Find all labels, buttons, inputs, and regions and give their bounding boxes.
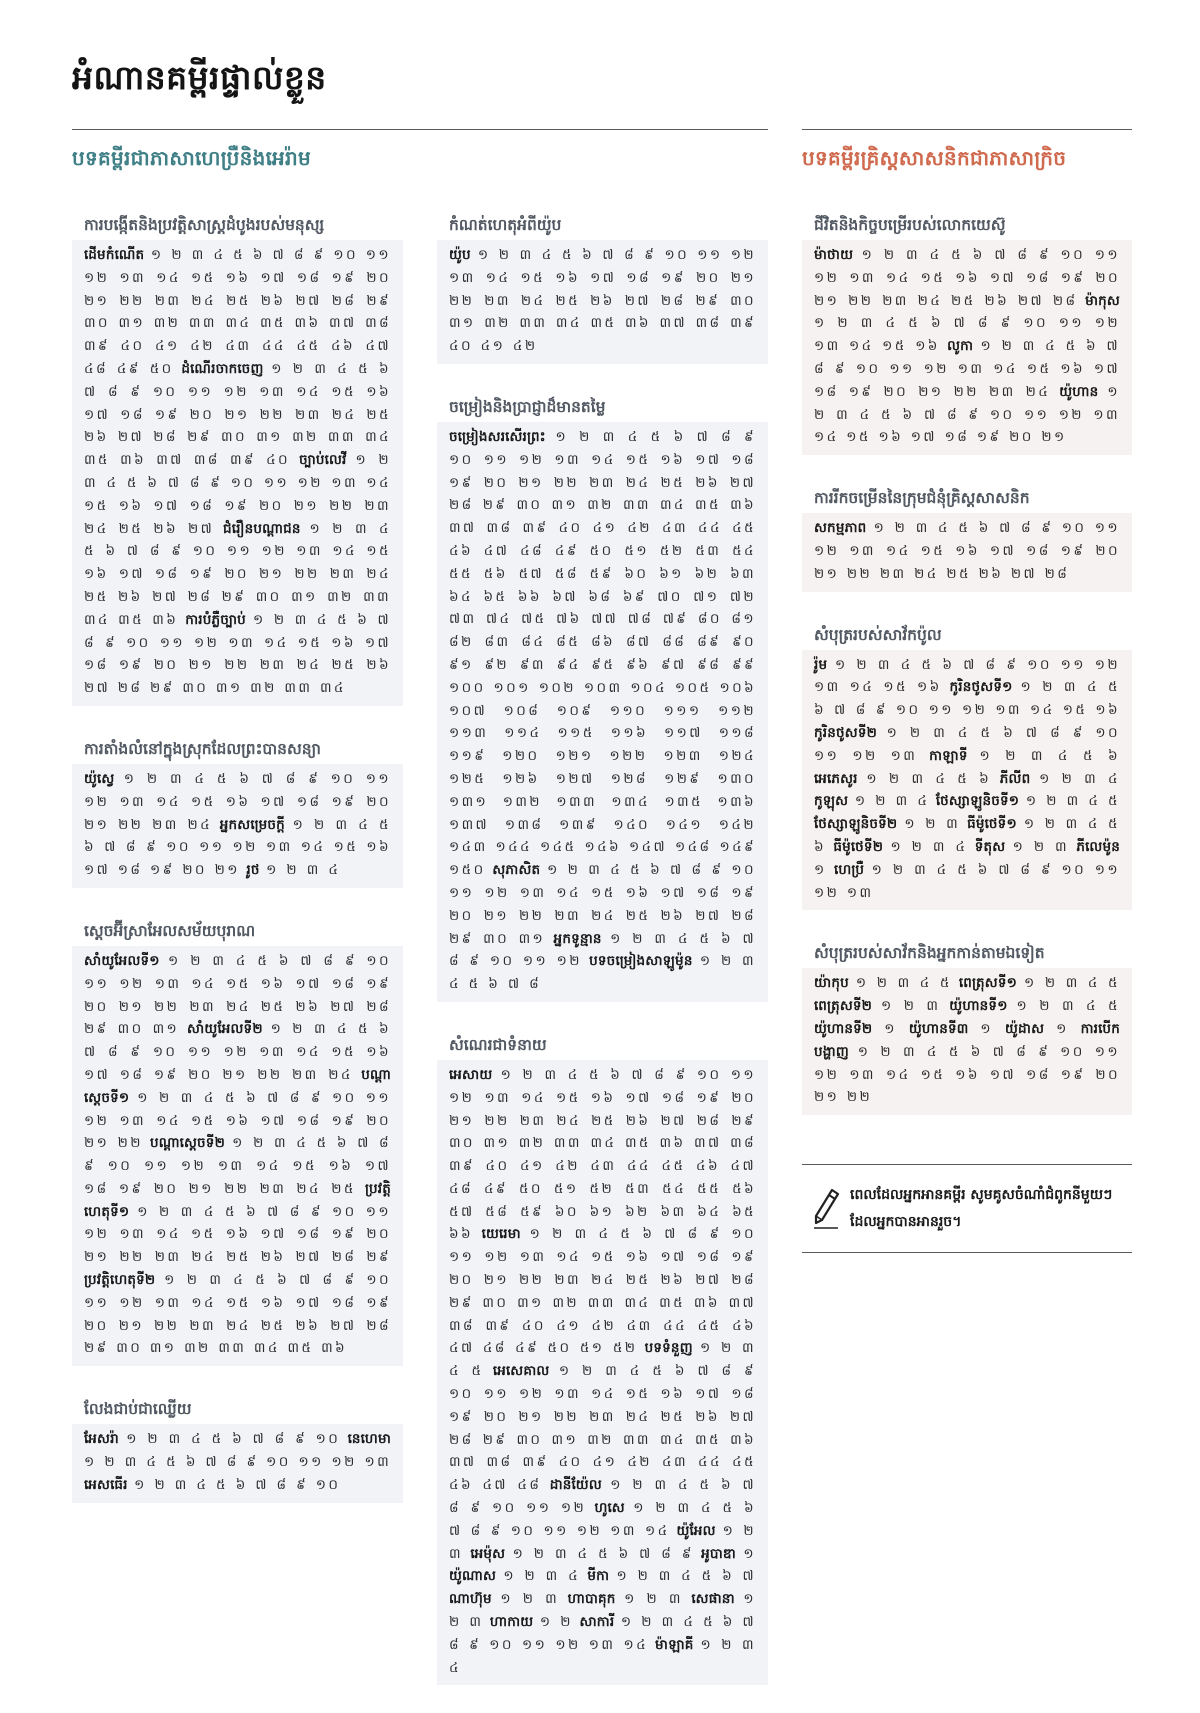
section-other-letters (802, 938, 1132, 1115)
chapter-numbers: ១ ២ ៣ ៤ ៥ ៦ ៧ ៨ ៩ ១០ ១១ ១២ ១៣ ១៤ ១៥ ១៦ ១៧ ១៨ ១៩ ២០ ២១ ២២ ២៣ ២៤ ២៥ ២៦ ២៧ ២៨ ២៩ ៣០ ៣១ (449, 862, 756, 947)
chapter-numbers: ១ ២ ៣ (904, 816, 961, 833)
chapter-numbers: ១ ២ ៣ (624, 1591, 683, 1608)
book-name: យ៉ូហានទី២ (814, 1020, 873, 1037)
book-name: រ៉ូម (814, 656, 828, 673)
book-name: កូរិនថូសទី១ (949, 679, 1013, 696)
chapter-list (802, 968, 1132, 1115)
chapter-numbers: ១ ២ ៣ ៤ ៥ ៦ ៧ ៨ ៩ ១០ ១១ ១២ ១៣ ១៤ ១៥ ១៦ ១៧ ១៨ ១៩ ២០ ២១ ២២ ២៣ ២៤ ២៥ (84, 1135, 391, 1197)
book-name: បណ្ដាស្ដេចទី១ (84, 1066, 391, 1106)
book-name: យ៉ូប (449, 247, 471, 263)
book-name: សេផានា (691, 1591, 735, 1608)
book-name: យ៉ូស្វេ (84, 770, 115, 787)
book-name: ការបំភ្លឺច្បាប់ (185, 611, 246, 628)
book-name: ហាកាយ (489, 1614, 534, 1631)
section-promised-land (72, 734, 403, 888)
book-name: អ្នកសម្រេចក្ដី (219, 816, 285, 833)
chapter-numbers: ១ ២ ៣ ៤ ៥ ៦ ៧ (616, 1568, 757, 1585)
chapter-numbers: ១ ២ ៣ ៤ ៥ (1025, 793, 1121, 810)
book-name: ជំរឿនបណ្ដាជន (223, 520, 301, 537)
book-name: ម៉ាកុស (1085, 292, 1120, 309)
section-paul (802, 620, 1132, 911)
chapter-numbers: ១ ២ ៣ ៤ ៥ ៦ ៧ ៨ ៩ ១០ ១១ ១២ ១៣ ១៤ ១៥ ១៦ ១៧ ១៨ ១៩ ២០ ២១ (814, 383, 1120, 446)
book-name: ពេត្រុសទី១ (958, 975, 1018, 992)
chapter-numbers: ១ ២ ៣ ៤ ៥ ៦ ៧ ៨ ៩ ១០ ១១ ១២ ១៣ (84, 1454, 391, 1471)
section-title: ការរីកចម្រើននៃក្រុមជំនុំគ្រិស្តសាសនិក (814, 489, 1030, 508)
chapter-numbers: ១ ២ ៣ (1012, 838, 1069, 855)
book-name: អេម៉ុស (470, 1545, 506, 1562)
section-title: សំណេរជាទំនាយ (449, 1035, 547, 1054)
chapter-list (802, 513, 1132, 591)
book-name: យ៉ូដាស (1004, 1020, 1045, 1037)
book-name: លូកា (947, 338, 974, 355)
chapter-numbers: ១ ២ ៣ ៤ ៥ ៦ ៧ ៨ ៩ ១០ ១១ ១២ ១៣ ១៤ ១៥ ១៦ ១៧ ១៨ ១៩ ២០ ២១ ២២ ២៣ ២៤ ២៥ ២៦ ២៧ ២៨ ២៩ ៣០ ៣១ ៣២ ៣៣ ៣៤ ៣៥ ៣៦ ៣៧ ៣៨ ៣៩ ៤០ ៤១ ៤២ ៤៣ ៤៤ ៤៥ ៤៦ ៤៧ ៤៨ (449, 1363, 757, 1494)
chapter-numbers: ១ ២ ៣ ៤ (854, 793, 930, 810)
chapter-numbers: ១ ២ ៣ (881, 998, 941, 1015)
book-name: កូរិនថូសទី២ (814, 724, 878, 741)
book-name: រូថ (246, 862, 260, 879)
chapter-numbers: ១ ២ ៣ ៤ (1039, 770, 1121, 787)
chapter-numbers: ១ ២ ៣ ៤ ៥ ៦ (979, 747, 1120, 764)
chapter-numbers: ១ (884, 1020, 897, 1037)
book-name: មីកា (587, 1568, 610, 1585)
hebrew-part-title: បទគម្ពីរជាភាសាហេប្រឺនិងអេរ៉ាម (72, 146, 311, 170)
chapter-list (802, 650, 1132, 911)
book-name: ដើមកំណើត (84, 247, 145, 263)
book-name: យ៉ូណាស (449, 1568, 497, 1585)
book-name: យ៉ាកុប (814, 975, 849, 992)
book-name: ណាហ៊ុម (449, 1591, 492, 1608)
chapter-list (72, 1424, 403, 1502)
chapter-numbers: ១ ២ ៣ ៤ ៥ ៦ ៧ ៨ ៩ ១០ ១១ ១២ ១៣ ១៤ ១៥ ១៦ ១៧ ១៨ ១៩ ២០ ២១ ២២ ២៣ ២៤ ២៥ ២៦ ២៧ ២៨ ២៩ ៣០ ៣១ ៣២ ៣៣ ៣៤ (84, 611, 391, 697)
chapter-numbers: ១ ២ ៣ ៤ ៥ ៦ ៧ ៨ ៩ ១០ ១១ ១២ ១៣ ១៤ ១៥ ១៦ ១៧ ១៨ ១៩ ២០ ២១ ២២ ២៣ ២៤ ២៥ ២៦ ២៧ ២៨ ២៩ ៣០ ៣១ ៣២ ៣៣ ៣៤ ៣៥ ៣៦ ៣៧ ៣៨ ៣៩ ៤០ ៤១ ៤២ ៤៣ ៤៤ ៤៥ ៤៦ ៤៧ ៤៨ ៤៩ ៥០ ៥១ ៥២ (449, 1226, 756, 1357)
section-job (437, 210, 768, 364)
book-name: ច្បាប់លេវី (299, 452, 347, 469)
section-exile (72, 1394, 403, 1502)
book-name: អ្នកទូន្មាន (553, 930, 602, 947)
chapter-numbers: ១ ២ ៣ ៤ (449, 1636, 756, 1676)
book-name: បទចម្រៀងសាឡូម៉ូន (589, 953, 693, 970)
section-jesus (802, 210, 1132, 455)
book-name: ទីតុស (974, 838, 1006, 855)
chapter-numbers: ១ (743, 1545, 756, 1562)
book-name: អែសរ៉ា (84, 1431, 119, 1448)
section-title: សំបុត្ររបស់សាវ័កនិងអ្នកកាន់តាមឯទៀត (814, 944, 1045, 963)
book-name: ដានីយ៉ែល (549, 1477, 602, 1494)
chapter-numbers: ១ ២ (539, 1614, 573, 1631)
chapter-numbers: ១ ២ ៣ ៤ ៥ (449, 1340, 756, 1380)
book-name: ប្រវត្តិហេតុទី១ (84, 1180, 391, 1220)
chapter-numbers: ១ ២ ៣ ៤ ៥ ៦ ៧ ៨ ៩ ១០ ១១ ១២ ១៣ ១៤ ១៥ ១៦ ១៧ ១៨ ១៩ ២០ ២១ ២២ ២៣ ២៤ ២៥ ២៦ ២៧ ២៨ (814, 247, 1120, 309)
chapter-numbers: ១ ២ ៣ ៤ ៥ ៦ ៧ ៨ ៩ ១០ ១១ ១២ ១៣ ១៤ ១៥ ១៦ ១៧ ១៨ ១៩ ២០ ២១ ២២ ២៣ ២៤ ២៥ ២៦ ២៧ ២៨ ២៩ (84, 1203, 391, 1266)
chapter-numbers: ១ (980, 1020, 994, 1037)
chapter-numbers: ១ ២ ៣ ៤ ៥ ៦ ៧ ៨ ៩ ១០ ១១ ១២ ១៣ ១៤ ១៥ ១៦ ១៧ ១៨ ១៩ ២០ ២១ ២២ ២៣ ២៤ (814, 338, 1120, 400)
book-name: ដំណើរចាកចេញ (181, 360, 264, 377)
section-title: លែងជាប់ជាឈ្លើយ (84, 1400, 192, 1419)
book-name: កាឡាទី (929, 747, 968, 764)
section-title: ស្ដេចអ៊ីស្រាអែលសម័យបុរាណ (84, 921, 256, 940)
reading-note (802, 1164, 1132, 1253)
book-name: ម៉ាឡាគី (655, 1636, 694, 1653)
chapter-numbers: ១ ២ ៣ ៤ (266, 862, 341, 879)
book-name: អេសាយ (449, 1066, 493, 1083)
book-name: ពេត្រុសទី២ (814, 998, 873, 1015)
chapter-numbers: ១ ២ ៣ ៤ ៥ ៦ ៧ ៨ ៩ ១០ ១១ ១២ ១៣ ១៤ ១៥ ១៦ ១៧ ១៨ ១៩ ២០ ២១ ២២ ២៣ ២៤ ២៥ ២៦ ២៧ ២៨ ២៩ ៣០ ៣១ ៣២ ៣៣ ៣៤ ៣៥ ៣៦ (84, 520, 391, 628)
book-name: ហាបាគុក (567, 1591, 616, 1608)
chapter-numbers: ១ ២ ៣ ៤ ៥ (1024, 975, 1121, 992)
book-name: ធីម៉ូថេទី១ (967, 816, 1017, 833)
chapter-numbers: ១ ២ ៣ ៤ (890, 838, 968, 855)
book-name: ភីលីព (999, 770, 1031, 787)
section-congregation (802, 483, 1132, 591)
book-name: ចម្រៀងសរសើរព្រះ (449, 428, 546, 445)
chapter-numbers: ១ ២ ៣ ៤ ៥ (855, 975, 952, 992)
book-name: អូបាឌា (701, 1545, 736, 1562)
book-name: សកម្មភាព (814, 520, 867, 537)
column-2 (437, 210, 768, 1713)
chapter-numbers: ១ ២ ៣ ៤ ៥ ៦ (866, 770, 992, 787)
section-title: ការបង្កើតនិងប្រវត្តិសាស្ត្រដំបូងរបស់មនុស្ស (84, 216, 325, 234)
hebrew-divider (72, 129, 768, 130)
chapter-list (437, 240, 768, 364)
page-title: អំណានគម្ពីរផ្ទាល់ខ្លួន (72, 58, 327, 97)
section-title: ជីវិតនិងកិច្ចបម្រើរបស់លោកយេស៊ូ (814, 216, 1006, 234)
book-name: បទទំនួញ (644, 1340, 693, 1357)
section-creation (72, 210, 403, 706)
book-name: សាំយូអែលទី២ (187, 1021, 263, 1038)
chapter-numbers: ១ ២ ៣ ៤ ៥ ៦ ៧ ៨ ៩ ១០ ១១ ១២ ១៣ ១៤ (449, 1500, 756, 1539)
chapter-numbers: ១ ២ ៣ ៤ ៥ ៦ ៧ ៨ ៩ ១០ ១១ ១២ ១៣ (814, 861, 1120, 901)
greek-divider (802, 129, 1132, 130)
book-name: អេភេសូរ (814, 770, 858, 787)
chapter-numbers: ១ ២ ៣ ៤ ៥ ៦ ៧ ៨ ៩ ១០ ១១ ១២ ១៣ ១៤ ១៥ ១៦ ១៧ ១៨ ១៩ ២០ ២១ ២២ ២៣ ២៤ ២៥ ២៦ ២៧ ២៨ (814, 520, 1120, 582)
book-name: ហេប្រឺ (834, 861, 865, 878)
chapter-numbers: ១ ២ ៣ ៤ ៥ ៦ ៧ ៨ ៩ ១០ ១១ ១២ (449, 930, 756, 970)
chapter-numbers: ១ ២ ៣ ៤ ៥ ៦ ៧ ៨ ៩ (512, 1545, 694, 1562)
chapter-numbers: ១ ២ ៣ ៤ ៥ ៦ ៧ ៨ ៩ ១០ ១១ ១២ ១៣ ១៤ ១៥ ១៦ ១៧ ១៨ ១៩ ២០ ២១ ២២ ២៣ ២៤ ២៥ ២៦ ២៧ ២៨ ២៩ ៣០ ៣១ ៣២ ៣៣ ៣៤ ៣៥ ៣៦ (84, 1272, 392, 1357)
book-name: ការបើកបង្ហាញ (814, 1020, 1120, 1060)
book-name: បណ្ដាស្ដេចទី២ (149, 1135, 225, 1152)
section-title: កំណត់ហេតុអំពីយ៉ូប (449, 216, 562, 234)
book-name: កូឡុស (814, 793, 849, 810)
chapter-numbers: ១ ២ ៣ ៤ ៥ ៦ ៧ ៨ ៩ ១០ ១១ ១២ ១៣ ១៤ ១៥ ១៦ ១៧ ១៨ ១៩ ២០ ២១ ២២ ២៣ ២៤ ២៥ ២៦ ២៧ ២៨ ២៩ ៣០ ៣១ (84, 952, 391, 1038)
book-name: អេសេគាល (492, 1363, 550, 1380)
chapter-numbers: ១ ២ ៣ ៤ ៥ ៦ ៧ ៨ ៩ ១០ ១១ ១២ ១៣ ១៤ ១៥ ១៦ ១៧ ១៨ ១៩ ២០ ២១ ២២ ២៣ ២៤ ២៥ ២៦ ២៧ ២៨ ២៩ ៣០ ៣១ ៣២ ៣៣ ៣៤ ៣៥ ៣៦ ៣៧ ៣៨ ៣៩ ៤០ ៤១ ៤២ ៤៣ ៤៤ ៤៥ ៤៦ ៤៧ ៤៨ ៤៩ ៥០ (84, 247, 391, 377)
section-kings (72, 916, 403, 1366)
section-title: ការតាំងលំនៅក្នុងស្រុកដែលព្រះបានសន្យា (84, 739, 321, 758)
chapter-list (72, 764, 403, 888)
book-name: ធីម៉ូថេទី២ (833, 838, 884, 855)
chapter-numbers: ១ ២ ៣ ៤ ៥ ៦ ៧ ៨ ៩ ១០ ១១ ១២ ១៣ ១៤ ១៥ ១៦ ១៧ ១៨ ១៩ ២០ ២១ ២២ ២៣ ២៤ ២៥ ២៦ ២៧ (84, 452, 392, 537)
chapter-numbers: ១ ២ ៣ ៤ ៥ ៦ ៧ ៨ ៩ ១០ ១១ ១២ ១៣ ១៤ ១៥ ១៦ ១៧ ១៨ ១៩ ២០ ២១ ២២ (814, 1043, 1120, 1106)
greek-part-title: បទគម្ពីរគ្រិស្តសាសនិកជាភាសាក្រិច (802, 146, 1067, 170)
chapter-numbers: ១ ២ ៣ ៤ ៥ ៦ ៧ ៨ ៩ ១០ ១១ ១២ ១៣ ១៤ ១៥ ១៦ ១៧ ១៨ ១៩ ២០ ២១ ២២ ២៣ ២៤ ២៥ ២៦ ២៧ ២៨ ២៩ ៣០ ៣១ ៣២ ៣៣ ៣៤ ៣៥ ៣៦ ៣៧ ៣៨ ៣៩ ៤០ ៤១ ៤២ (449, 247, 756, 355)
book-name: យេរេមា (481, 1226, 521, 1243)
book-name: ប្រវត្តិហេតុទី២ (84, 1272, 156, 1289)
chapter-numbers: ១ ២ ៣ (500, 1591, 560, 1608)
book-name: ថែស្សាឡូនិចទី២ (814, 816, 898, 833)
book-name: សាំយូអែលទី១ (84, 952, 160, 969)
chapter-numbers: ១ ២ ៣ ៤ ៥ ៦ ៧ ៨ ៩ ១០ ១១ ១២ (449, 1477, 756, 1517)
chapter-numbers: ១ ២ ៣ ៤ ៥ ៦ (814, 816, 1120, 855)
chapter-numbers: ១ ២ ៣ ៤ ៥ ៦ ៧ ៨ ៩ ១០ ១១ ១២ ១៣ ១៤ (449, 1614, 756, 1653)
chapter-numbers: ១ ២ ៣ ៤ ៥ ៦ ៧ ៨ ៩ ១០ ១១ ១២ ១៣ ១៤ ១៥ ១៦ ១៧ ១៨ ១៩ ២០ ២១ ២២ ២៣ ២៤ ២៥ ២៦ ២៧ ២៨ ២៩ ៣០ ៣១ ៣២ ៣៣ ៣៤ ៣៥ ៣៦ ៣៧ ៣៨ ៣៩ ៤០ (84, 360, 391, 469)
chapter-numbers: ១ ២ ៣ ៤ ៥ ៦ ៧ ៨ ៩ ១០ (126, 1431, 341, 1448)
chapter-numbers: ១ ២ ៣ ៤ (503, 1568, 581, 1585)
pencil-icon (812, 1187, 840, 1231)
section-title: សំបុត្ររបស់សាវ័កប៉ូល (814, 625, 942, 644)
chapter-numbers: ១ ២ ៣ ៤ ៥ ៦ ៧ ៨ ៩ ១០ ១១ ១២ ១៣ ១៤ ១៥ ១៦ ១៧ ១៨ ១៩ ២០ ២១ ២២ (84, 1089, 391, 1152)
chapter-list (802, 240, 1132, 455)
chapter-numbers: ១ ២ ៣ (449, 1591, 756, 1631)
book-name: យ៉ូហានទី១ (949, 998, 1008, 1015)
book-name: សុភាសិត (492, 862, 541, 879)
chapter-numbers: ១ ២ ៣ ៤ ៥ ៦ ៧ ៨ ៩ ១០ ១១ ១២ ១៣ ១៤ ១៥ ១៦ ១៧ ១៨ ១៩ ២០ ២១ ២២ ២៣ ២៤ (84, 770, 391, 833)
chapter-numbers: ១ ២ ៣ ៤ ៥ (1016, 998, 1120, 1015)
book-name: យ៉ូហាន (1059, 383, 1099, 400)
chapter-numbers: ១ (814, 861, 827, 878)
book-name: យ៉ូអែល (676, 1522, 716, 1539)
chapter-list (72, 946, 403, 1366)
chapter-numbers: ១ ២ ៣ ៤ ៥ ៦ ៧ ៨ ៩ ១០ ១១ ១២ ១៣ ១៤ ១៥ ១៦ (814, 315, 1120, 355)
column-3 (802, 210, 1132, 1143)
book-name: នេហេមា (347, 1431, 392, 1448)
chapter-numbers: ១ ២ ៣ ៤ ៥ ៦ ៧ ៨ (449, 953, 756, 993)
chapter-list (437, 422, 768, 1002)
book-name: ភីលេម៉ូន (1076, 838, 1121, 855)
chapter-numbers: ១ ២ ៣ ៤ ៥ ៦ ៧ ៨ ៩ ១០ (134, 1476, 341, 1493)
chapter-numbers: ១ ២ ៣ ៤ ៥ ៦ ៧ ៨ ៩ ១០ ១១ ១២ ១៣ ១៤ ១៥ ១៦ (814, 679, 1120, 719)
book-name: យ៉ូហានទី៣ (908, 1020, 969, 1037)
chapter-numbers: ១ ២ ៣ ៤ ៥ ៦ ៧ ៨ ៩ ១០ ១១ ១២ ១៣ ១៤ ១៥ ១៦ ១៧ ១៨ ១៩ ២០ ២១ ២២ ២៣ ២៤ (84, 1021, 391, 1083)
book-name: ហូសេ (594, 1500, 625, 1517)
column-1 (72, 210, 403, 1531)
chapter-numbers: ១ ២ ៣ ៤ ៥ ៦ ៧ ៨ ៩ ១០ ១១ ១២ ១៣ ១៤ ១៥ ១៦ ១៧ ១៨ ១៩ ២០ ២១ ២២ ២៣ ២៤ ២៥ ២៦ ២៧ ២៨ ២៩ ៣០ ៣១ ៣២ ៣៣ ៣៤ ៣៥ ៣៦ ៣៧ ៣៨ ៣៩ ៤០ ៤១ ៤២ ៤៣ ៤៤ ៤៥ ៤៦ ៤៧ ៤៨ ៤៩ ៥០ ៥១ ៥២ ៥៣ ៥៤ ៥៥ ៥៦ ៥៧ ៥៨ ៥៩ ៦០ ៦១ ៦២ ៦៣ ៦៤ ៦៥ ៦៦ ៦៧ ៦៨ ៦៩ ៧០ ៧១ ៧២ ៧៣ ៧៤ ៧៥ ៧៦ ៧៧ ៧៨ ៧៩ ៨០ ៨១ ៨២ ៨៣ ៨៤ ៨៥ ៨៦ ៨៧ ៨៨ ៨៩ ៩០ ៩១ ៩២ ៩៣ ៩៤ ៩៥ ៩៦ ៩៧ ៩៨ ៩៩ ១០០ ១០១ ១០២ ១០៣ ១០៤ ១០៥ ១០៦ ១០៧ ១០៨ ១០៩ ១១០ ១១១ ១១២ ១១៣ ១១៤ ១១៥ ១១៦ ១១៧ ១១៨ ១១៩ ១២០ ១២១ ១២២ ១២៣ ១២៤ ១២៥ ១២៦ ១២៧ ១២៨ ១២៩ ១៣០ ១៣១ ១៣២ ១៣៣ ១៣៤ ១៣៥ ១៣៦ ១៣៧ ១៣៨ ១៣៩ ១៤០ ១៤១ ១៤២ ១៤៣ ១៤៤ ១៤៥ ១៤៦ ១៤៧ ១៤៨ ១៤៩ ១៥០ (449, 428, 756, 879)
section-songs (437, 392, 768, 1002)
chapter-numbers: ១ ២ ៣ ៤ ៥ ៦ ៧ ៨ ៩ ១០ ១១ ១២ ១៣ ១៤ ១៥ ១៦ (814, 656, 1120, 696)
book-name: សាការី (579, 1614, 615, 1631)
chapter-numbers: ១ ២ ៣ (449, 1522, 756, 1562)
section-title: ចម្រៀងនិងប្រាជ្ញាដ៏មានតម្លៃ (449, 397, 606, 416)
chapter-numbers: ១ ២ ៣ ៤ ៥ ៦ ៧ ៨ ៩ ១០ ១១ ១២ ១៣ (814, 724, 1120, 764)
book-name: ថែស្សាឡូនិចទី១ (935, 793, 1020, 810)
book-name: អេសធើរ (84, 1476, 128, 1493)
chapter-numbers: ១ (1056, 1020, 1069, 1037)
chapter-numbers: ១ ២ ៣ ៤ ៥ ៦ ៧ ៨ ៩ ១០ ១១ ១២ ១៣ ១៤ ១៥ ១៦ ១៧ ១៨ ១៩ ២០ ២១ (84, 816, 392, 879)
chapter-list (72, 240, 403, 706)
book-name: ម៉ាថាយ (814, 247, 854, 263)
chapter-numbers: ១ ២ ៣ ៤ ៥ ៦ ៧ ៨ ៩ ១០ ១១ ១២ ១៣ ១៤ ១៥ ១៦ ១៧ ១៨ ១៩ ២០ ២១ ២២ ២៣ ២៤ ២៥ ២៦ ២៧ ២៨ ២៩ ៣០ ៣១ ៣២ ៣៣ ៣៤ ៣៥ ៣៦ ៣៧ ៣៨ ៣៩ ៤០ ៤១ ៤២ ៤៣ ៤៤ ៤៥ ៤៦ ៤៧ ៤៨ ៤៩ ៥០ ៥១ ៥២ ៥៣ ៥៤ ៥៥ ៥៦ ៥៧ ៥៨ ៥៩ ៦០ ៦១ ៦២ ៦៣ ៦៤ ៦៥ ៦៦ (449, 1066, 756, 1243)
section-prophecy (437, 1030, 768, 1686)
chapter-list (437, 1060, 768, 1686)
note-text: ពេលដែលអ្នកអានគម្ពីរ សូមគូសចំណាំជំពូកនីមួយៗដែលអ្នកបានអានរួច។ (850, 1186, 1113, 1230)
